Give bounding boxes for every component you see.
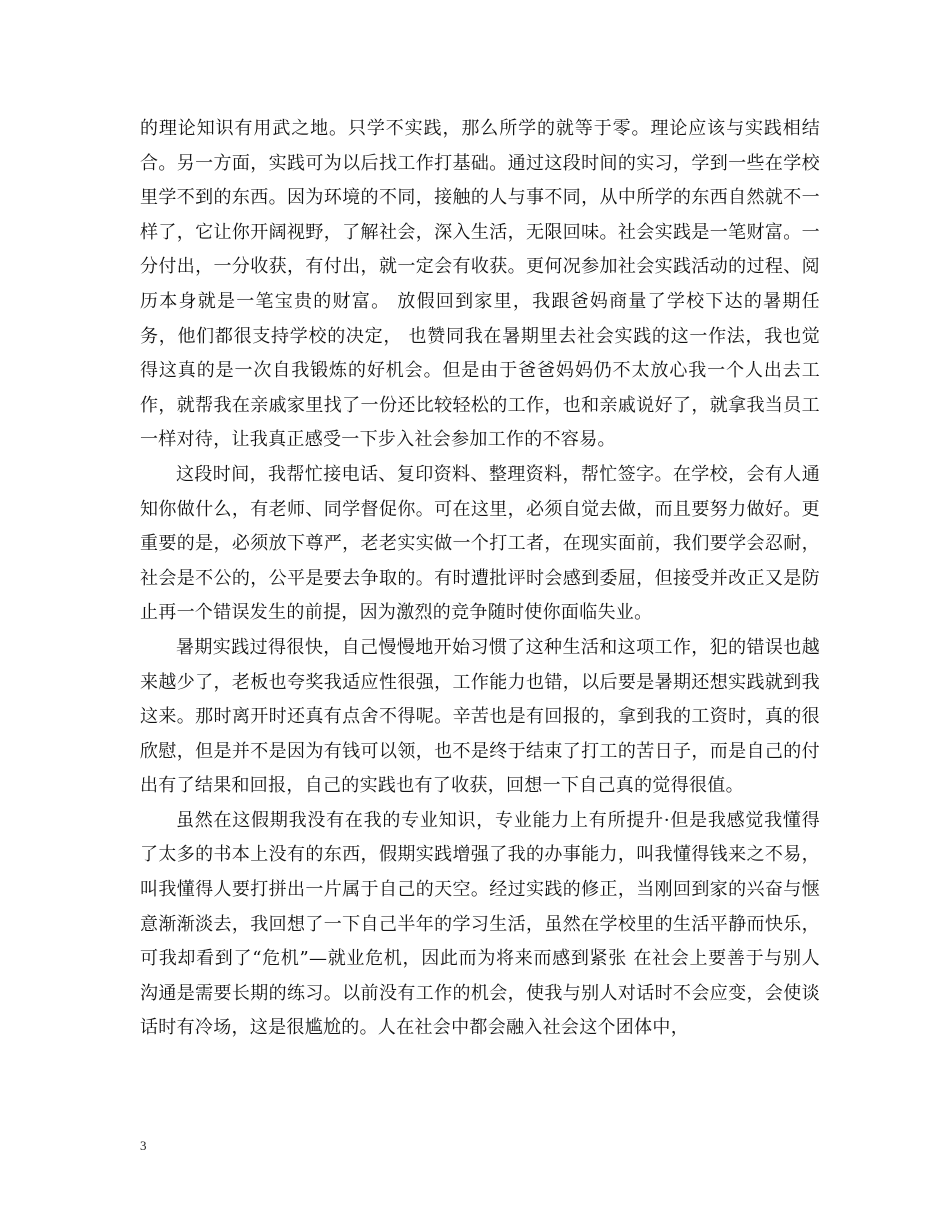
page-number: 3: [140, 1138, 147, 1153]
body-text: [140, 112, 820, 1046]
paragraph-4: 虽然在这假期我没有在我的专业知识，专业能力上有所提升·但是我感觉我懂得了太多的书本上没有的东西，假期实践增强了我的办事能力，叫我懂得钱来之不易，叫我懂得人要打拼出一片属于自己的天空。经过实践的修正，当刚回到家的兴奋与惬意渐渐淡去，我回想了一下自己半年的学习生活，虽然在学校里的生活平静而快乐，可我却看到了“危机”—就业危机，因此而为将来而感到紧张 在社会上要善于与别人沟通是需要长期的练习。以前没有工作的机会，使我与别人对话时不会应变，会使谈话时有冷场，这是很尴尬的。人在社会中都会融入社会这个团体中，: [140, 809, 820, 1039]
paragraph-1: 的理论知识有用武之地。只学不实践，那么所学的就等于零。理论应该与实践相结合。另一方面，实践可为以后找工作打基础。通过这段时间的实习，学到一些在学校里学不到的东西。因为环境的不同，接触的人与事不同，从中所学的东西自然就不一样了，它让你开阔视野，了解社会，深入生活，无限回味。社会实践是一笔财富。一分付出，一分收获，有付出，就一定会有收获。更何况参加社会实践活动的过程、阅历本身就是一笔宝贵的财富。 放假回到家里，我跟爸妈商量了学校下达的暑期任务，他们都很支持学校的决定， 也赞同我在暑期里去社会实践的这一作法，我也觉得这真的是一次自我锻炼的好机会。但是由于爸爸妈妈仍不太放心我一个人出去工作，就帮我在亲戚家里找了一份还比较轻松的工作，也和亲戚说好了，就拿我当员工一样对待，让我真正感受一下步入社会参加工作的不容易。: [140, 118, 820, 451]
paragraph-2: 这段时间，我帮忙接电话、复印资料、整理资料，帮忙签字。在学校，会有人通知你做什么，有老师、同学督促你。可在这里，必须自觉去做，而且要努力做好。更重要的是，必须放下尊严，老老实实做一个打工者，在现实面前，我们要学会忍耐，社会是不公的，公平是要去争取的。有时遭批评时会感到委屈，但接受并改正又是防止再一个错误发生的前提，因为激烈的竞争随时使你面临失业。: [140, 463, 820, 624]
paragraph-3: 暑期实践过得很快，自己慢慢地开始习惯了这种生活和这项工作，犯的错误也越来越少了，老板也夸奖我适应性很强，工作能力也错，以后要是暑期还想实践就到我这来。那时离开时还真有点舍不得呢。辛苦也是有回报的，拿到我的工资时，真的很欣慰，但是并不是因为有钱可以领，也不是终于结束了打工的苦日子，而是自己的付出有了结果和回报，自己的实践也有了收获，回想一下自己真的觉得很值。: [140, 636, 820, 797]
